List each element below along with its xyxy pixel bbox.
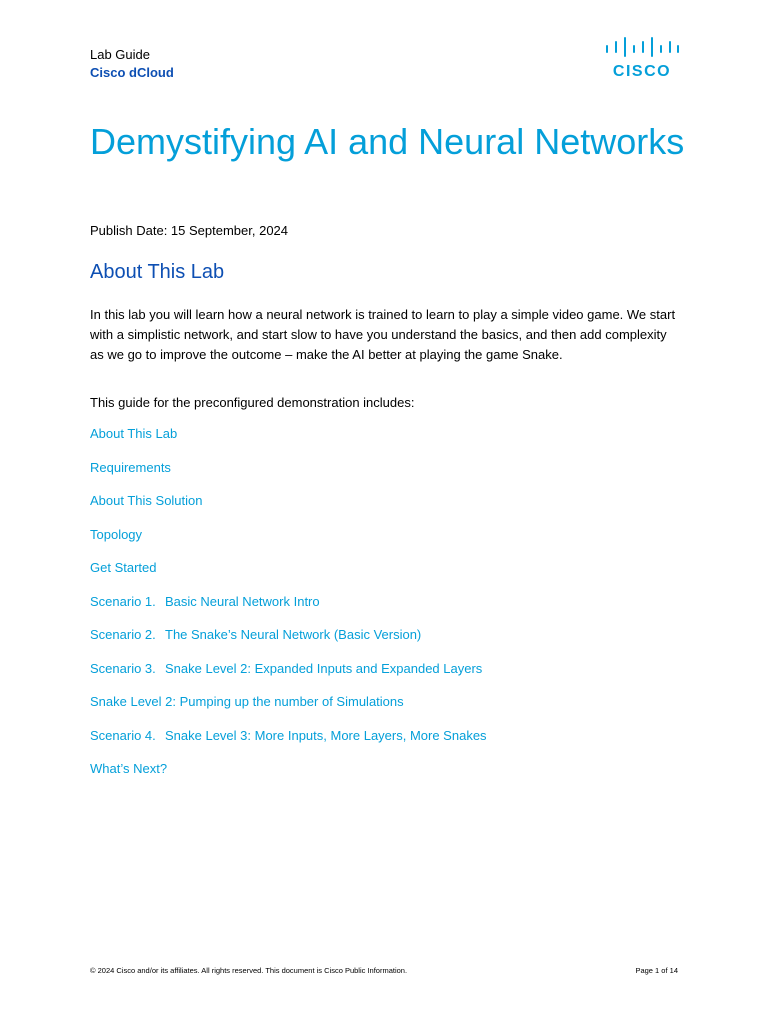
- document-type: Lab Guide: [90, 47, 150, 62]
- toc-link-scenario-2[interactable]: [90, 627, 487, 661]
- toc-link-topology[interactable]: [90, 527, 487, 561]
- toc-link-about-solution[interactable]: [90, 493, 487, 527]
- toc-link-number[interactable]: Scenario 4.: [90, 727, 156, 743]
- publish-date: Publish Date: 15 September, 2024: [90, 223, 289, 238]
- toc-link-requirements[interactable]: [90, 460, 487, 494]
- toc-link-about-this-lab[interactable]: [90, 426, 487, 460]
- toc-link-scenario-4[interactable]: [90, 728, 487, 762]
- toc-link-snake-level-2-simulations[interactable]: [90, 694, 487, 728]
- toc-intro: This guide for the preconfigured demonstration includes:: [90, 395, 415, 410]
- footer-copyright: © 2024 Cisco and/or its affiliates. All rights reserved. This document is Cisco Public Information.: [90, 966, 408, 975]
- toc-link-label[interactable]: Snake Level 2: Expanded Inputs and Expanded Layers: [165, 660, 483, 676]
- toc-link-scenario-3[interactable]: [90, 661, 487, 695]
- toc-link-whats-next[interactable]: [90, 761, 487, 795]
- toc-link-number[interactable]: Scenario 2.: [90, 627, 156, 642]
- table-of-contents: [90, 426, 487, 795]
- toc-link-label[interactable]: Snake Level 2: Pumping up the number of Simulations: [90, 694, 404, 709]
- toc-link-label[interactable]: Topology: [90, 526, 143, 542]
- toc-link-label[interactable]: About This Lab: [90, 426, 178, 441]
- intro-paragraph: In this lab you will learn how a neural network is trained to learn to play a simple video game. We start with a simplistic network, and start slow to have you understand the basics, and then add complexity as we go to improve the outcome – make the AI better at playing the game Snake.: [90, 307, 676, 362]
- toc-link-number[interactable]: Scenario 3.: [90, 660, 156, 676]
- toc-link-number[interactable]: Scenario 1.: [90, 593, 156, 609]
- toc-link-scenario-1[interactable]: [90, 594, 487, 628]
- toc-link-get-started[interactable]: [90, 560, 487, 594]
- svg-text:CISCO: CISCO: [612, 63, 672, 78]
- brand-name: Cisco dCloud: [90, 65, 174, 80]
- toc-link-label[interactable]: Snake Level 3: More Inputs, More Layers, More Snakes: [165, 727, 487, 743]
- toc-link-label[interactable]: Requirements: [90, 459, 171, 475]
- toc-link-label[interactable]: The Snake’s Neural Network (Basic Version): [165, 627, 422, 642]
- toc-link-label[interactable]: Basic Neural Network Intro: [165, 593, 320, 609]
- toc-link-label[interactable]: Get Started: [90, 560, 157, 575]
- document-title: Demystifying AI and Neural Networks: [90, 121, 685, 162]
- section-heading: About This Lab: [90, 261, 225, 283]
- cisco-logo: [604, 36, 680, 78]
- page-number: Page 1 of 14: [635, 966, 678, 975]
- toc-link-label[interactable]: About This Solution: [90, 493, 203, 508]
- toc-link-label[interactable]: What’s Next?: [90, 761, 168, 776]
